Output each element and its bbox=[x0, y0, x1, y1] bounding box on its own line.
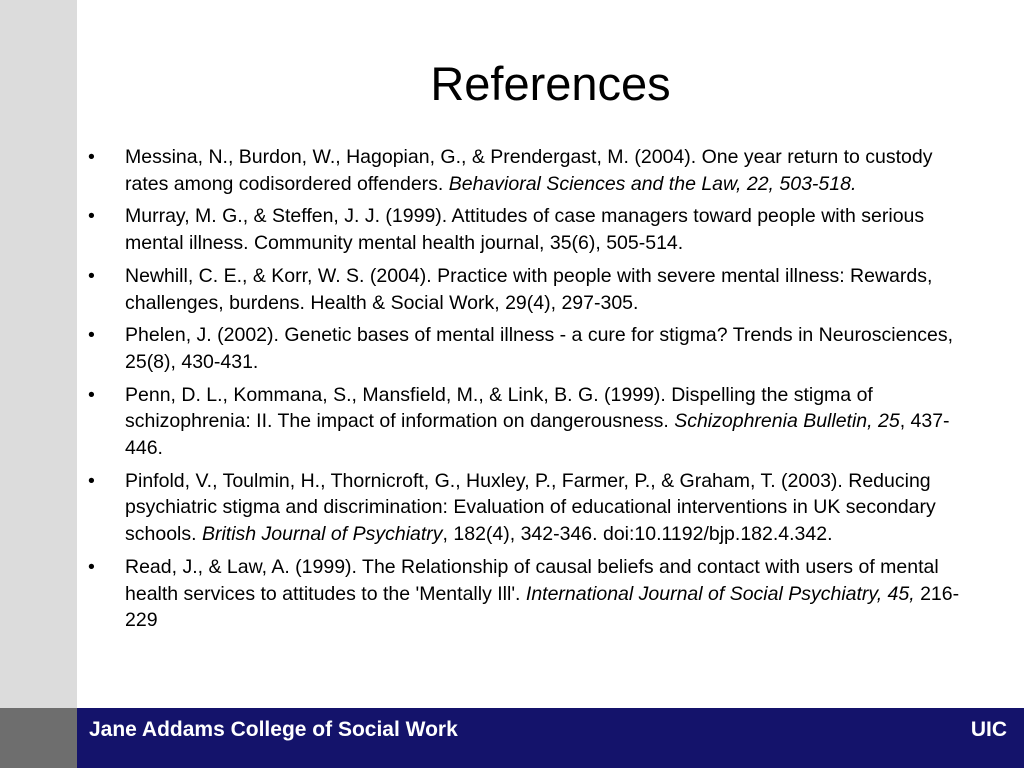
reference-item bbox=[88, 203, 968, 256]
reference-tail: , 182(4), 342-346. doi:10.1192/bjp.182.4.342. bbox=[442, 523, 833, 546]
reference-tail: 216-229 bbox=[125, 582, 960, 632]
bullet-icon: • bbox=[88, 264, 95, 287]
reference-text bbox=[125, 146, 932, 195]
reference-tail: , 437-446. bbox=[125, 410, 950, 460]
reference-text bbox=[125, 384, 950, 459]
footer-bar bbox=[0, 708, 1024, 768]
reference-journal: British Journal of Psychiatry bbox=[201, 523, 443, 546]
reference-item bbox=[88, 322, 968, 375]
reference-plain: Pinfold, V., Toulmin, H., Thornicroft, G., Huxley, P., Farmer, P., & Graham, T. (2003). Reducing psychiatric stigma and discrimination: Evaluation of educational interventions in UK secondary schools. bbox=[125, 469, 936, 546]
reference-journal: International Journal of Social Psychiatry, 45, bbox=[525, 582, 915, 605]
reference-plain: Read, J., & Law, A. (1999). The Relationship of causal beliefs and contact with users of mental health services to attitudes to the 'Mentally Ill'. bbox=[125, 555, 939, 605]
footer-band bbox=[77, 708, 1024, 768]
reference-text bbox=[125, 324, 953, 373]
slide-title: References bbox=[430, 57, 671, 110]
reference-text bbox=[125, 205, 924, 254]
reference-journal: Schizophrenia Bulletin, 25 bbox=[674, 410, 900, 433]
reference-plain: Messina, N., Burdon, W., Hagopian, G., & Prendergast, M. (2004). One year return to custody rates among codisordered offenders. bbox=[125, 146, 933, 195]
reference-item bbox=[88, 144, 968, 197]
reference-text bbox=[125, 556, 959, 631]
reference-item bbox=[88, 263, 968, 316]
reference-item bbox=[88, 468, 968, 548]
reference-item bbox=[88, 554, 968, 634]
bullet-icon: • bbox=[88, 324, 95, 347]
reference-plain: Murray, M. G., & Steffen, J. J. (1999). Attitudes of case managers toward people with serious mental illness. Community mental health journal, 35(6), 505-514. bbox=[125, 205, 925, 255]
reference-list bbox=[88, 144, 968, 640]
bullet-icon: • bbox=[88, 555, 95, 578]
bullet-icon: • bbox=[88, 205, 95, 228]
bullet-icon: • bbox=[88, 383, 95, 406]
reference-item bbox=[88, 382, 968, 462]
reference-text bbox=[125, 470, 936, 545]
bullet-icon: • bbox=[88, 146, 95, 168]
footer-college-name: Jane Addams College of Social Work bbox=[89, 718, 458, 741]
bullet-icon: • bbox=[88, 469, 95, 492]
left-sidebar-band bbox=[0, 0, 77, 708]
reference-journal: Behavioral Sciences and the Law, 22, 503-518. bbox=[448, 172, 857, 195]
reference-text bbox=[125, 265, 932, 314]
reference-plain: Newhill, C. E., & Korr, W. S. (2004). Practice with people with severe mental illness: Rewards, challenges, burdens. Health & Social Work, 29(4), 297-305. bbox=[125, 264, 933, 314]
footer-corner-block bbox=[0, 708, 77, 768]
footer-uic-label: UIC bbox=[970, 718, 1007, 741]
reference-plain: Penn, D. L., Kommana, S., Mansfield, M., & Link, B. G. (1999). Dispelling the stigma of schizophrenia: II. The impact of information on dangerousness. bbox=[125, 383, 873, 433]
reference-plain: Phelen, J. (2002). Genetic bases of mental illness - a cure for stigma? Trends in Neurosciences, 25(8), 430-431. bbox=[125, 324, 954, 373]
